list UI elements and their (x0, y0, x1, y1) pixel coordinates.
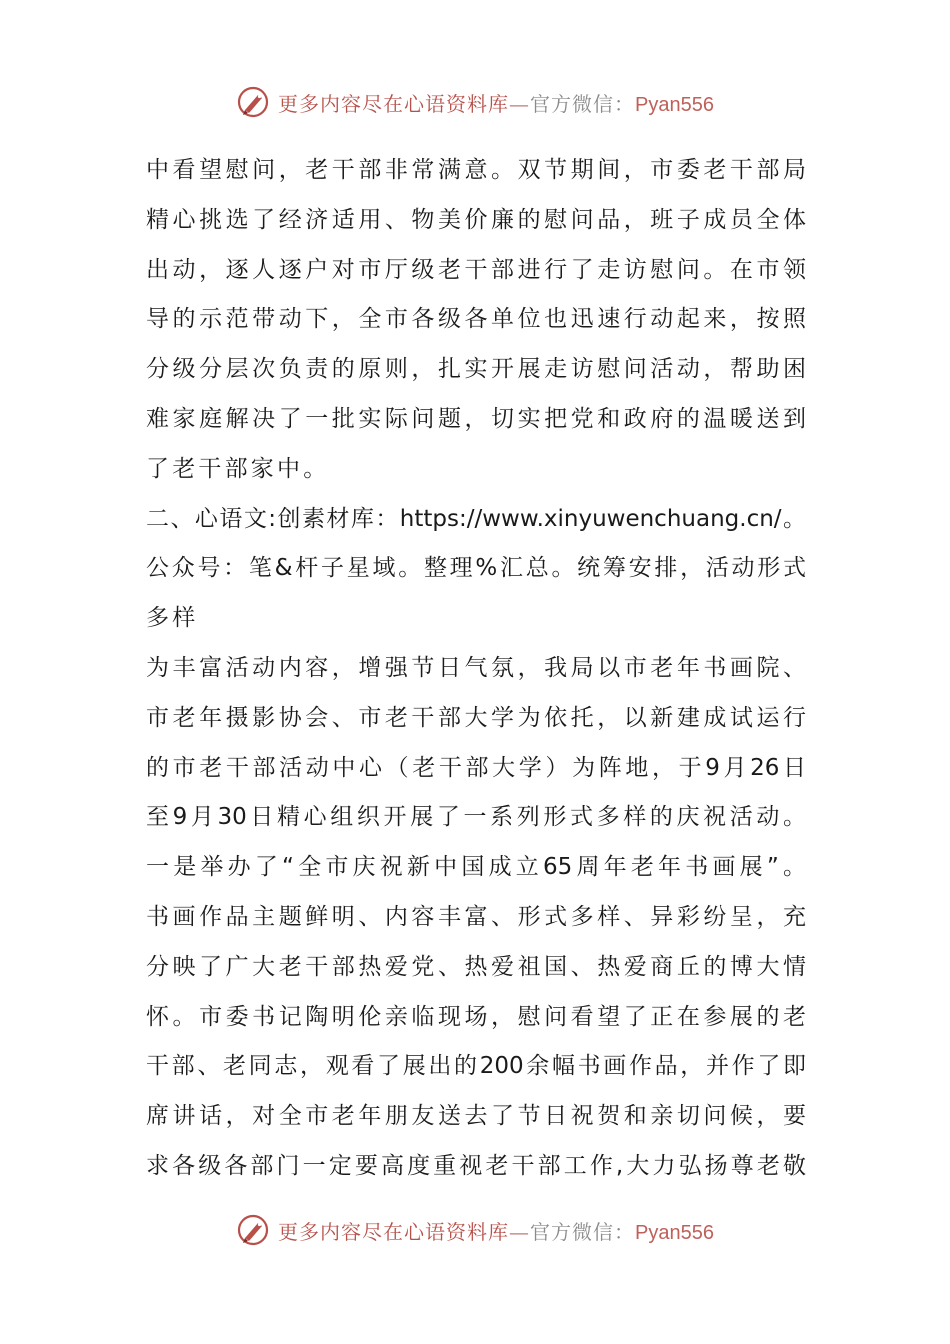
body-line: 干部、老同志，观看了展出的200余幅书画作品，并作了即 (146, 1053, 806, 1080)
body-line: 多样 (146, 605, 199, 632)
body-line: 至9月30日精心组织开展了一系列形式多样的庆祝活动。 (146, 804, 806, 831)
header-banner-official: 官方微信： (530, 91, 636, 116)
body-line: 导的示范带动下，全市各级各单位也迅速行动起来，按照 (146, 306, 806, 333)
body-line: 席讲话，对全市老年朋友送去了节日祝贺和亲切问候，要 (146, 1103, 806, 1130)
body-line: 市老年摄影协会、市老干部大学为依托，以新建成试运行 (146, 704, 806, 731)
body-line: 精心挑选了经济适用、物美价廉的慰问品，班子成员全体 (146, 206, 806, 233)
header-banner-dash: — (509, 91, 531, 116)
body-line: 的市老干部活动中心（老干部大学）为阵地，于9月26日 (146, 754, 806, 781)
body-line: 书画作品主题鲜明、内容丰富、形式多样、异彩纷呈，充 (146, 903, 806, 930)
footer-banner-official: 官方微信： (530, 1219, 636, 1244)
body-line: 求各级各部门一定要高度重视老干部工作,大力弘扬尊老敬 (146, 1152, 806, 1179)
body-line: 一是举办了“全市庆祝新中国成立65周年老年书画展”。 (146, 854, 806, 881)
body-line: 分映了广大老干部热爱党、热爱祖国、热爱商丘的博大情 (146, 953, 806, 980)
body-line: 了老干部家中。 (146, 455, 330, 482)
header-banner-main: 更多内容尽在心语资料库 (278, 91, 510, 116)
body-line-link: 二、心语文:创素材库：https://www.xinyuwenchuang.cn/。 (146, 505, 806, 532)
footer-banner-text (278, 1216, 714, 1245)
footer-banner (0, 1210, 950, 1250)
footer-banner-main: 更多内容尽在心语资料库 (278, 1219, 510, 1244)
document-body (146, 146, 806, 1192)
header-banner-account: Pyan556 (635, 93, 714, 116)
pen-nib-logo-icon (236, 1213, 270, 1247)
body-line: 中看望慰问，老干部非常满意。双节期间，市委老干部局 (146, 157, 806, 183)
body-line: 分级分层次负责的原则，扎实开展走访慰问活动，帮助困 (146, 356, 806, 383)
body-line: 出动，逐人逐户对市厅级老干部进行了走访慰问。在市领 (146, 256, 806, 283)
header-banner-text (278, 88, 714, 117)
body-line: 怀。市委书记陶明伦亲临现场，慰问看望了正在参展的老 (146, 1003, 806, 1030)
body-line: 难家庭解决了一批实际问题，切实把党和政府的温暖送到 (146, 405, 806, 432)
body-line: 为丰富活动内容，增强节日气氛，我局以市老年书画院、 (146, 654, 806, 681)
pen-nib-logo-icon (236, 85, 270, 119)
footer-banner-account: Pyan556 (635, 1221, 714, 1244)
body-line: 公众号：笔&杆子星域。整理%汇总。统筹安排，活动形式 (146, 555, 806, 582)
footer-banner-dash: — (509, 1219, 531, 1244)
header-banner (0, 82, 950, 122)
